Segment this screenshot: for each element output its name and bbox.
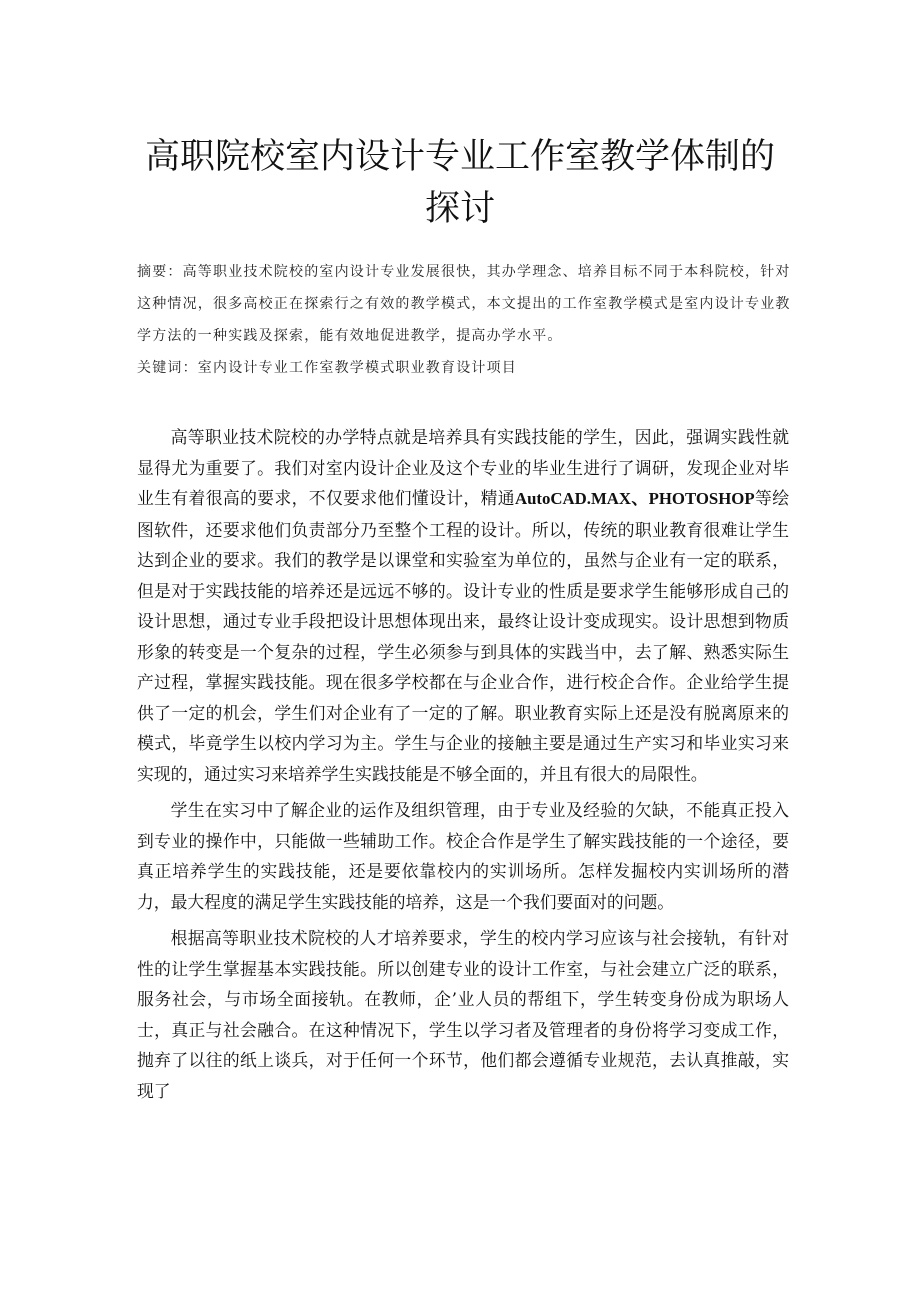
body-paragraph-2: 学生在实习中了解企业的运作及组织管理，由于专业及经验的欠缺，不能真正投入到专业的操作中，只能做一些辅助工作。校企合作是学生了解实践技能的一个途径，要真正培养学生的实践技能，还是要依靠校内的实训场所。怎样发掘校内实训场所的潜力，最大程度的满足学生实践技能的培养，这是一个我们要面对的问题。 [137, 800, 789, 912]
page-title [120, 131, 800, 235]
software-names: AutoCAD.MAX、PHOTOSHOP [514, 489, 755, 508]
title-line-1: 高职院校室内设计专业工作室教学体制的 [144, 137, 775, 178]
abstract-section [137, 256, 797, 384]
keywords-text: 关键词：室内设计专业工作室教学模式职业教育设计项目 [137, 360, 517, 376]
body-paragraph-1 [137, 422, 789, 789]
title-line-2: 探讨 [424, 189, 495, 230]
paragraph-1-part-a: 高等职业技术院校的办学特点就是培养具有实践技能的学生，因此，强调实践性就显得尤为重要了。我们对室内设计企业及这个专业的毕业生进行了调研，发现企业对毕业生有着很高的要求，不仅要求他们懂设计，精通 [137, 427, 789, 508]
abstract-text: 摘要：高等职业技术院校的室内设计专业发展很快，其办学理念、培养目标不同于本科院校，针对这种情况，很多高校正在探索行之有效的教学模式，本文提出的工作室教学模式是室内设计专业教学方法的一种实践及探索，能有效地促进教学，提高办学水平。 [137, 264, 791, 344]
body-section [137, 422, 789, 1112]
body-paragraph-3: 根据高等职业技术院校的人才培养要求，学生的校内学习应该与社会接轨，有针对性的让学生掌握基本实践技能。所以创建专业的设计工作室，与社会建立广泛的联系，服务社会，与市场全面接轨。在教师，企’业人员的帮组下，学生转变身份成为职场人士，真正与社会融合。在这种情况下，学生以学习者及管理者的身份将学习变成工作，抛弃了以往的纸上谈兵，对于任何一个环节，他们都会遵循专业规范，去认真推敲，实现了 [137, 928, 789, 1101]
paragraph-1-part-b: 等绘图软件，还要求他们负责部分乃至整个工程的设计。所以，传统的职业教育很难让学生达到企业的要求。我们的教学是以课堂和实验室为单位的，虽然与企业有一定的联系，但是对于实践技能的培养还是远远不够的。设计专业的性质是要求学生能够形成自己的设计思想，通过专业手段把设计思想体现出来，最终让设计变成现实。设计思想到物质形象的转变是一个复杂的过程，学生必须参与到具体的实践当中，去了解、熟悉实际生产过程，掌握实践技能。现在很多学校都在与企业合作，进行校企合作。企业给学生提供了一定的机会，学生们对企业有了一定的了解。职业教育实际上还是没有脱离原来的模式，毕竟学生以校内学习为主。学生与企业的接触主要是通过生产实习和毕业实习来实现的，通过实习来培养学生实践技能是不够全面的，并且有很大的局限性。 [137, 488, 789, 784]
